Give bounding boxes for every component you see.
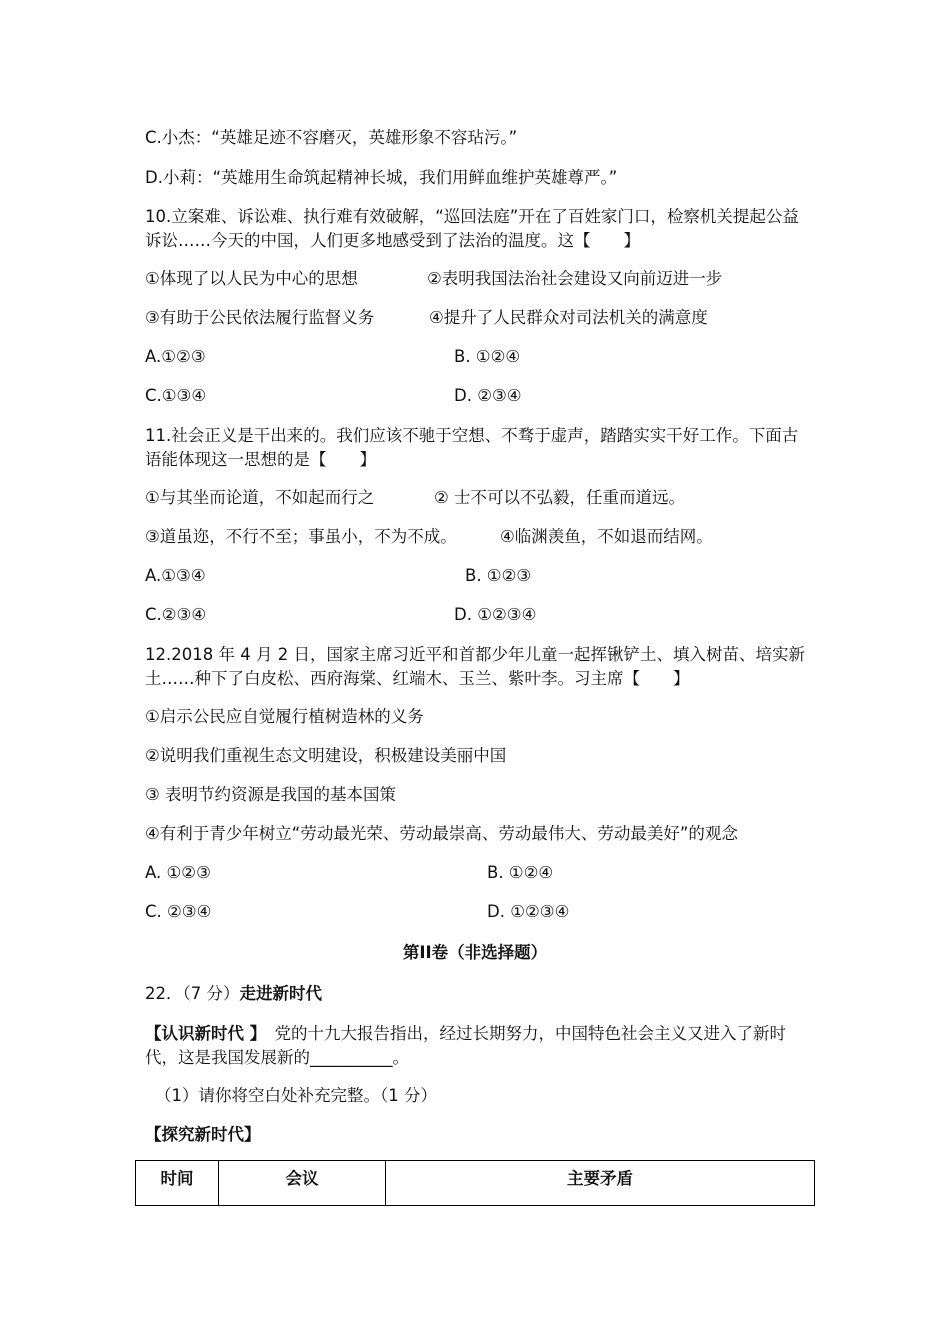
- section-title: 第II卷（非选择题）: [402, 943, 548, 962]
- table-header-contradiction: 主要矛盾: [386, 1161, 815, 1206]
- q10-stem: 10.立案难、诉讼难、执行难有效破解，“巡回法庭”开在了百姓家门口，检察机关提起公益诉讼……今天的中国，人们更多地感受到了法治的温度。这【 】: [145, 207, 799, 250]
- q10-options-row2: [145, 385, 522, 407]
- q11-statements-row1: [145, 487, 686, 509]
- q11-option-b: B. ①②③: [465, 566, 532, 585]
- q10-statement-4: ④提升了人民群众对司法机关的满意度: [429, 308, 708, 327]
- q12-stem: 12.2018 年 4 月 2 日，国家主席习近平和首都少年儿童一起挥锹铲土、填入树苗、培实新土……种下了白皮松、西府海棠、红端木、玉兰、紫叶李。习主席【 】: [145, 645, 805, 688]
- q12-option-c: C. ②③④: [145, 902, 212, 921]
- q22-know-text: 党的十九大报告指出，经过长期努力，中国特色社会主义又进入了新时代，这是我国发展新的__________。: [145, 1024, 786, 1067]
- q9-option-c: C.小杰：“英雄足迹不容磨灭，英雄形象不容玷污。”: [145, 128, 518, 147]
- q11-options-row2: [145, 604, 537, 626]
- q22-number: 22．（7 分）: [145, 984, 240, 1003]
- table-header-row: [136, 1161, 815, 1206]
- q22-know-label: 【认识新时代 】: [145, 1024, 258, 1043]
- era-table: [135, 1160, 815, 1206]
- q10-statements-row1: [145, 268, 723, 290]
- q11-statement-2: ② 士不可以不弘毅，任重而道远。: [434, 488, 686, 507]
- q12-options-row1: [145, 862, 554, 884]
- q10-statements-row2: [145, 307, 708, 329]
- q10-options-row1: [145, 346, 521, 368]
- q11-option-c: C.②③④: [145, 605, 207, 624]
- q11-stem: 11.社会正义是干出来的。我们应该不驰于空想、不骛于虚声，踏踏实实干好工作。下面古语能体现这一思想的是【 】: [145, 426, 799, 469]
- q10-option-d: D. ②③④: [454, 386, 522, 405]
- q11-statement-3: ③道虽迩，不行不至；事虽小，不为不成。: [145, 527, 457, 546]
- q12-options-row2: [145, 901, 570, 923]
- q9-option-d: D.小莉：“英雄用生命筑起精神长城，我们用鲜血维护英雄尊严。”: [145, 168, 618, 187]
- q22-explore-label: 【探究新时代】: [145, 1125, 261, 1144]
- q10-option-c: C.①③④: [145, 386, 207, 405]
- q22-title: 走进新时代: [239, 984, 322, 1003]
- q11-options-row1: [145, 565, 532, 587]
- q11-statement-4: ④临渊羡鱼，不如退而结网。: [500, 527, 713, 546]
- q10-option-a: A.①②③: [145, 347, 206, 366]
- q12-statement-2: ②说明我们重视生态文明建设，积极建设美丽中国: [145, 746, 507, 765]
- q10-statement-1: ①体现了以人民为中心的思想: [145, 269, 358, 288]
- q12-option-a: A. ①②③: [145, 863, 211, 882]
- q10-statement-2: ②表明我国法治社会建设又向前迈进一步: [427, 269, 723, 288]
- q10-option-b: B. ①②④: [454, 347, 521, 366]
- table-header-meeting: 会议: [219, 1161, 386, 1206]
- q22-sub1: （1）请你将空白处补充完整。（1 分）: [155, 1086, 437, 1105]
- q22-heading: [145, 983, 322, 1005]
- q11-statements-row2: [145, 526, 713, 548]
- q11-option-a: A.①③④: [145, 566, 206, 585]
- q12-statement-4: ④有利于青少年树立“劳动最光荣、劳动最崇高、劳动最伟大、劳动最美好”的观念: [145, 824, 738, 843]
- q11-statement-1: ①与其坐而论道，不如起而行之: [145, 488, 375, 507]
- q11-option-d: D. ①②③④: [454, 605, 537, 624]
- q12-statement-3: ③ 表明节约资源是我国的基本国策: [145, 785, 397, 804]
- q10-statement-3: ③有助于公民依法履行监督义务: [145, 308, 375, 327]
- q12-option-d: D. ①②③④: [487, 902, 570, 921]
- table-header-time: 时间: [136, 1161, 219, 1206]
- q12-option-b: B. ①②④: [487, 863, 554, 882]
- q12-statement-1: ①启示公民应自觉履行植树造林的义务: [145, 707, 424, 726]
- q22-know-paragraph: [145, 1022, 810, 1070]
